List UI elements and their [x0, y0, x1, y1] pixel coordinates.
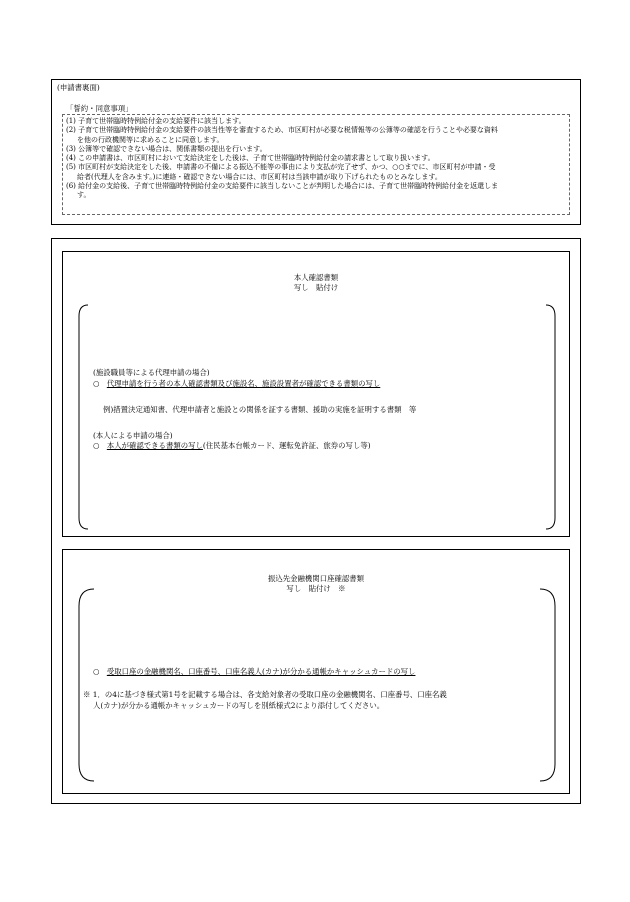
term-item: (5) 市区町村が支給決定をした後、申請書の不備による振込不能等の事由により支払が完了せず、かつ、○○までに、市区町村が申請・受	[66, 163, 496, 172]
terms-list	[66, 117, 568, 201]
self-heading: (本人による申請の場合)	[93, 431, 173, 440]
bullet-circle: ○	[93, 667, 100, 676]
bank-note-line2: 人(カナ)が分かる通帳かキャッシュカードの写しを別紙様式2により添付してください。	[93, 701, 385, 710]
bank-docs-panel[interactable]	[62, 549, 570, 794]
bullet-circle: ○	[93, 379, 100, 388]
term-item: (2) 子育て世帯臨時特例給付金の支給要件の該当性等を審査するため、市区町村が必要な税情報等の公簿等の確認を行うことや必要な資料	[66, 126, 498, 135]
left-paste-bracket	[77, 304, 89, 530]
proxy-item-text: 代理申請を行う者の本人確認書類及び施設名、施設設置者が確認できる書類の写し	[106, 379, 381, 388]
proxy-example: 例)措置決定通知書、代理申請者と施設との関係を証する書類、援助の実施を証明する書類 等	[103, 405, 417, 414]
attachments-section	[51, 238, 581, 804]
id-docs-panel[interactable]	[62, 251, 570, 537]
self-item	[93, 442, 371, 449]
bullet-circle: ○	[93, 441, 100, 450]
term-item-continuation: す。	[77, 191, 91, 200]
self-item-rest: (住民基本台帳カード、運転免許証、旅券の写し等)	[202, 441, 371, 450]
bank-note-line1: ※ 1．の4に基づき様式第1号を記載する場合は、各支給対象者の受取口座の金融機関名、口座番号、口座名義	[83, 690, 447, 699]
term-item: (4) この申請書は、市区町村において支給決定をした後は、子育て世帯臨時特例給付金の請求書として取り扱います。	[66, 154, 435, 163]
bank-docs-subtitle: 写し 貼付け ※	[286, 584, 346, 593]
left-paste-bracket	[77, 588, 95, 782]
proxy-heading: (施設職員等による代理申請の場合)	[93, 368, 210, 377]
section-header: (申請書裏面)	[57, 83, 100, 92]
terms-title: 「誓約・同意事項」	[66, 104, 133, 113]
bank-item-text: 受取口座の金融機関名、口座番号、口座名義人(カナ)が分かる通帳かキャッシュカードの写し	[106, 667, 416, 676]
term-item: (3) 公簿等で確認できない場合は、関係書類の提出を行います。	[66, 144, 267, 153]
proxy-item	[93, 380, 380, 387]
term-item-continuation: を他の行政機関等に求めることに同意します。	[77, 135, 224, 144]
pledge-section	[51, 79, 581, 225]
term-item: (1) 子育て世帯臨時特例給付金の支給要件に該当します。	[66, 117, 246, 125]
self-item-underlined: 本人が確認できる書類の写し	[106, 441, 203, 450]
term-item-continuation: 給者(代理人を含みます。)に連絡・確認できない場合には、市区町村は当該申請が取り下げられたものとみなします。	[77, 172, 442, 181]
id-docs-subtitle: 写し 貼付け	[293, 283, 339, 292]
bank-item	[93, 668, 415, 675]
term-item: (6) 給付金の支給後、子育て世帯臨時特例給付金の支給要件に該当しないことが判明した場合には、子育て世帯臨時特例給付金を返還しま	[66, 182, 499, 191]
bank-docs-title: 振込先金融機関口座確認書類	[267, 574, 365, 583]
id-docs-title: 本人確認書類	[293, 273, 339, 282]
right-paste-bracket	[539, 588, 557, 782]
right-paste-bracket	[545, 304, 557, 530]
